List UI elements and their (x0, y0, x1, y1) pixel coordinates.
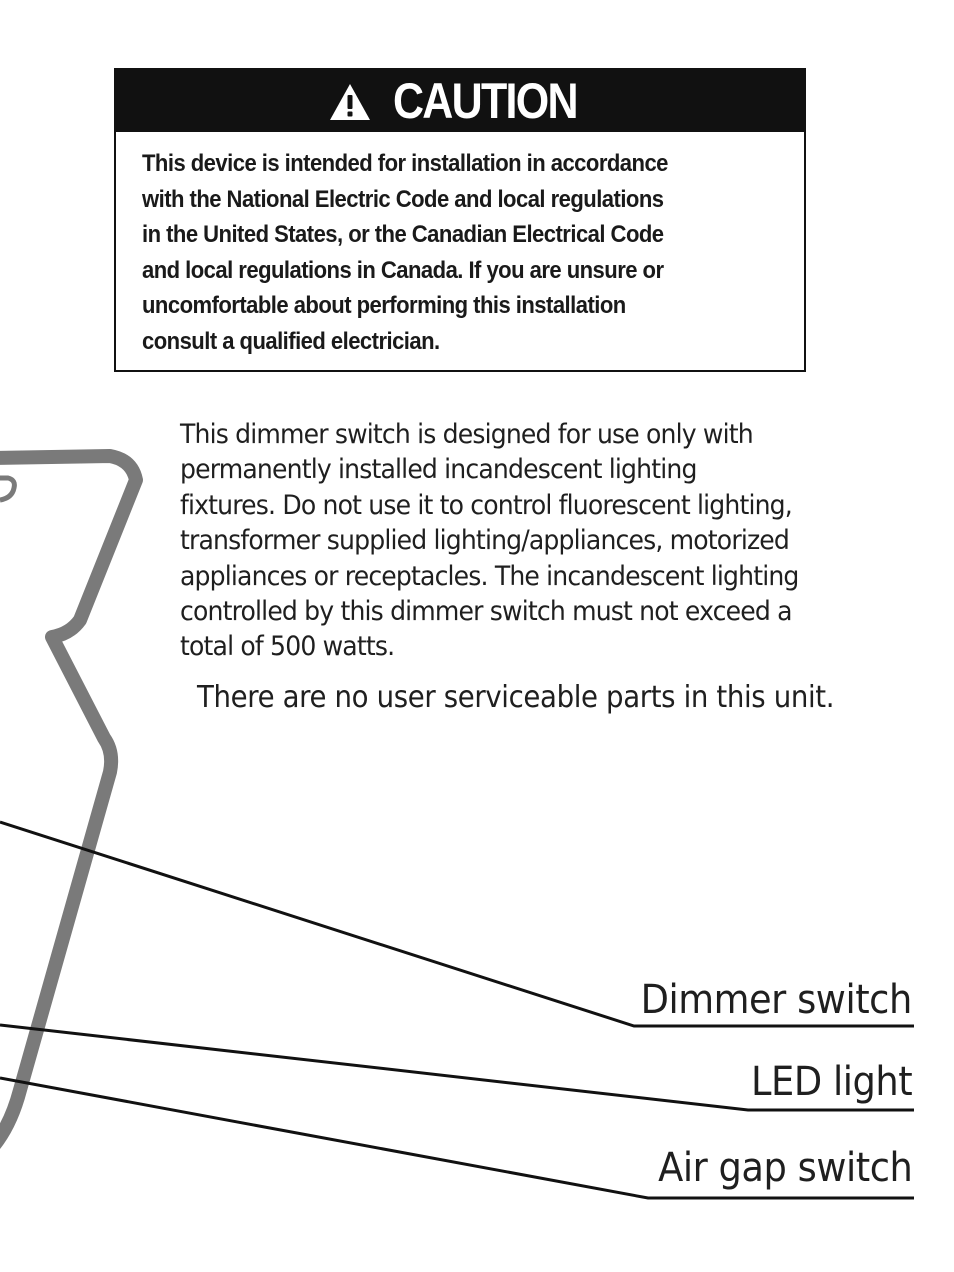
service-note: There are no user serviceable parts in this unit. (197, 680, 835, 715)
caution-title: CAUTION (393, 73, 577, 129)
caution-header (116, 70, 804, 132)
caution-text: This device is intended for installation in accordance with the National Electric Code and local regulations in the United States, or the Canadian Electrical Code and local regulations in Canada. If you are unsure or uncomfortable about performing this installation consult a qualified electrician. (142, 150, 668, 355)
dimmer-switch-label: Dimmer switch (640, 977, 912, 1023)
caution-box (114, 68, 806, 372)
product-description: This dimmer switch is designed for use only with permanently installed incandescent lighting fixtures. Do not use it to control fluorescent lighting, transformer supplied lighting/appliances, motorized appliances or receptacles. The incandescent lighting controlled by this dimmer switch must not exceed a total of 500 watts. (180, 419, 799, 663)
device-outline (0, 456, 136, 1150)
led-light-label: LED light (750, 1059, 912, 1105)
device-logo-fragment (0, 478, 14, 500)
warning-triangle-icon (328, 82, 372, 122)
air-gap-switch-label: Air gap switch (657, 1145, 912, 1191)
